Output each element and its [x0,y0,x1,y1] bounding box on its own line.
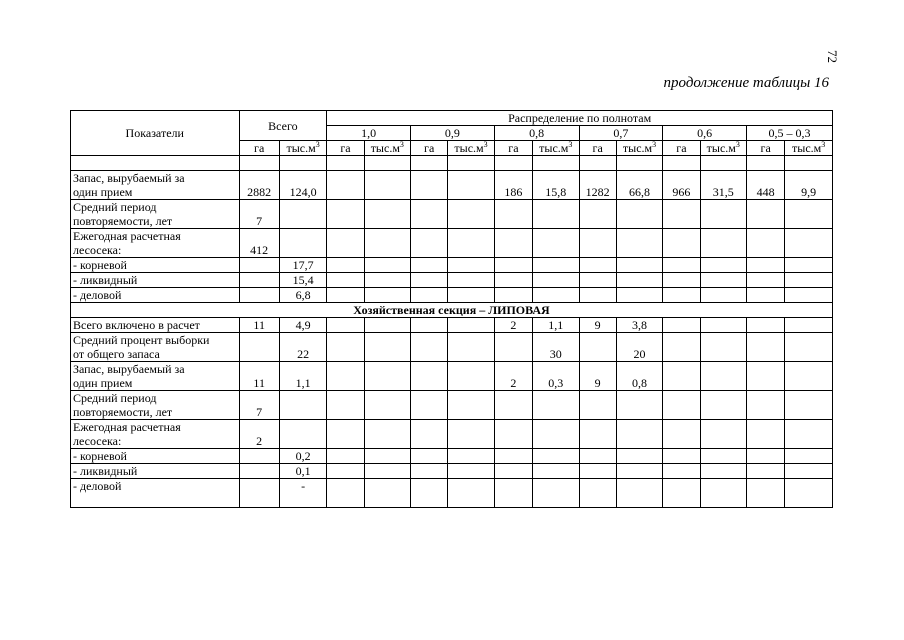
header-density: 0,8 [494,126,579,141]
table-cell [494,464,532,479]
table-cell [364,464,410,479]
table-cell [448,449,494,464]
table-cell [364,318,410,333]
table-cell [494,229,532,258]
table-cell: 1,1 [279,362,326,391]
table-cell [494,333,532,362]
table-row [71,258,833,273]
table-cell: 22 [279,333,326,362]
table-cell [494,288,532,303]
table-cell [700,464,746,479]
table-cell [746,273,784,288]
unit-ha: га [494,141,532,156]
table-cell [411,318,448,333]
row-label: Средний период повторяемости, лет [71,200,240,229]
table-cell [411,273,448,288]
table-cell [663,200,700,229]
table-cell [327,333,364,362]
table-row [71,420,833,449]
table-cell [700,273,746,288]
table-cell [239,273,279,288]
table-cell [239,449,279,464]
table-cell [411,391,448,420]
table-cell [579,391,616,420]
table-cell [239,464,279,479]
table-cell [411,171,448,200]
table-cell [494,391,532,420]
unit-ha: га [411,141,448,156]
table-row [71,479,833,508]
table-cell: 412 [239,229,279,258]
table-cell [579,288,616,303]
table-cell [494,479,532,508]
table-cell [579,258,616,273]
page-number: 72 [825,50,840,63]
section-row [71,303,833,318]
table-cell [448,464,494,479]
table-cell [239,288,279,303]
table-cell: 9 [579,318,616,333]
spacer-row [71,156,833,171]
unit-volume: $тыс.м^3$ [785,141,833,156]
table-cell: 11 [239,362,279,391]
table-cell [448,200,494,229]
table-cell: 20 [616,333,662,362]
row-label: Запас, вырубаемый за один прием [71,362,240,391]
table-cell [533,273,579,288]
table-cell [579,449,616,464]
table-cell [663,318,700,333]
table-cell [448,171,494,200]
table-cell [327,391,364,420]
table-cell: 9,9 [785,171,833,200]
table-cell [785,258,833,273]
table-cell [279,229,326,258]
table-cell [663,464,700,479]
header-total: Всего [239,111,327,141]
table-cell [494,200,532,229]
table-cell [746,318,784,333]
table-cell [533,449,579,464]
table-cell [494,420,532,449]
table-cell [533,420,579,449]
unit-volume: $тыс.м^3$ [533,141,579,156]
table-cell [411,362,448,391]
table-cell [663,479,700,508]
header-density: 0,6 [663,126,747,141]
row-label: - деловой [71,479,240,508]
table-cell: 4,9 [279,318,326,333]
header-density: 1,0 [327,126,411,141]
row-label: - ликвидный [71,273,240,288]
table-cell: 15,4 [279,273,326,288]
section-title: Хозяйственная секция – ЛИПОВАЯ [71,303,833,318]
table-row [71,171,833,200]
table-cell [785,200,833,229]
table-cell [327,171,364,200]
table-row [71,464,833,479]
row-label: Ежегодная расчетная лесосека: [71,229,240,258]
table-cell [448,479,494,508]
table-cell [616,288,662,303]
table-cell [785,464,833,479]
table-cell [746,449,784,464]
table-cell [616,449,662,464]
table-cell: 186 [494,171,532,200]
table-cell [364,273,410,288]
table-cell [448,229,494,258]
table-cell [327,479,364,508]
table-cell: 2882 [239,171,279,200]
table-cell [364,391,410,420]
table-cell: 1282 [579,171,616,200]
table-cell: 0,3 [533,362,579,391]
table-cell [700,420,746,449]
table-cell [364,171,410,200]
table-cell [411,200,448,229]
table-cell: 2 [239,420,279,449]
row-label: Запас, вырубаемый за один прием [71,171,240,200]
unit-ha: га [746,141,784,156]
table-cell [579,333,616,362]
table-cell [494,449,532,464]
table-cell [494,258,532,273]
header-distribution: Распределение по полнотам [327,111,833,126]
table-cell [448,362,494,391]
table-cell [700,258,746,273]
table-cell: 0,1 [279,464,326,479]
table-cell [533,288,579,303]
table-cell [411,288,448,303]
table-cell [616,258,662,273]
data-table [70,110,833,508]
unit-ha: га [579,141,616,156]
table-cell [448,333,494,362]
table-cell: 11 [239,318,279,333]
row-label: - корневой [71,258,240,273]
row-label: Ежегодная расчетная лесосека: [71,420,240,449]
table-cell [533,258,579,273]
table-cell [663,362,700,391]
unit-ha: га [327,141,364,156]
table-cell [327,229,364,258]
table-cell [411,258,448,273]
table-row [71,449,833,464]
table-cell [279,391,326,420]
header-density: 0,5 – 0,3 [746,126,832,141]
table-cell [364,479,410,508]
table-cell [448,288,494,303]
table-cell [327,288,364,303]
table-cell [579,229,616,258]
table-cell [579,479,616,508]
table-cell [785,420,833,449]
table-cell [663,420,700,449]
table-cell [279,420,326,449]
table-cell: 15,8 [533,171,579,200]
table-cell [700,333,746,362]
table-cell [663,391,700,420]
table-cell [579,420,616,449]
table-cell [663,273,700,288]
table-cell [533,200,579,229]
table-cell [327,318,364,333]
table-cell [785,288,833,303]
table-row [71,391,833,420]
table-cell [327,273,364,288]
table-cell [579,273,616,288]
table-cell [533,391,579,420]
table-cell: 0,8 [616,362,662,391]
table-cell [700,288,746,303]
table-row [71,362,833,391]
table-cell [785,273,833,288]
table-cell [364,258,410,273]
unit-volume: $тыс.м^3$ [616,141,662,156]
table-cell [364,362,410,391]
row-label: - корневой [71,449,240,464]
table-cell: 0,2 [279,449,326,464]
table-cell [746,420,784,449]
table-cell [411,464,448,479]
table-cell [616,464,662,479]
table-row [71,229,833,258]
table-cell [327,464,364,479]
table-cell: - [279,479,326,508]
table-cell [411,229,448,258]
table-cell [700,449,746,464]
table-cell [700,229,746,258]
table-cell [616,420,662,449]
header-density: 0,7 [579,126,663,141]
table-cell [239,333,279,362]
table-cell [448,273,494,288]
table-cell [700,200,746,229]
table-cell [533,229,579,258]
table-cell [448,318,494,333]
table-cell: 124,0 [279,171,326,200]
table-cell [746,391,784,420]
table-cell [746,258,784,273]
table-cell: 1,1 [533,318,579,333]
table-cell [411,420,448,449]
unit-volume: $тыс.м^3$ [279,141,326,156]
table-cell: 3,8 [616,318,662,333]
table-cell [364,420,410,449]
table-cell [616,479,662,508]
table-cell [616,200,662,229]
table-cell [785,479,833,508]
table-cell [663,229,700,258]
table-cell [700,391,746,420]
table-cell [533,464,579,479]
table-row [71,318,833,333]
table-cell [785,391,833,420]
table-cell [327,362,364,391]
table-cell [663,449,700,464]
table-cell: 2 [494,362,532,391]
table-cell [663,258,700,273]
table-cell: 7 [239,391,279,420]
table-cell [364,449,410,464]
table-cell: 7 [239,200,279,229]
table-cell: 966 [663,171,700,200]
table-cell [700,318,746,333]
table-cell [663,288,700,303]
row-label: Средний период повторяемости, лет [71,391,240,420]
table-cell: 9 [579,362,616,391]
table-cell [746,362,784,391]
table-cell [616,273,662,288]
table-cell [785,229,833,258]
table-cell: 31,5 [700,171,746,200]
table-cell [411,333,448,362]
table-cell [239,258,279,273]
header-density: 0,9 [411,126,495,141]
table-cell [700,479,746,508]
table-cell [411,449,448,464]
table-cell [785,449,833,464]
table-cell: 6,8 [279,288,326,303]
table-cell [364,333,410,362]
table-cell [746,229,784,258]
table-cell [785,318,833,333]
table-cell [746,333,784,362]
table-cell [448,391,494,420]
table-cell [327,200,364,229]
table-cell: 448 [746,171,784,200]
row-label: Всего включено в расчет [71,318,240,333]
table-cell [746,464,784,479]
table-cell [616,229,662,258]
table-cell [494,273,532,288]
table-cell [579,464,616,479]
table-cell [411,479,448,508]
table-cell [616,391,662,420]
table-cell [327,420,364,449]
table-row [71,288,833,303]
table-cell [448,420,494,449]
unit-volume: $тыс.м^3$ [448,141,494,156]
table-row [71,200,833,229]
table-cell [700,362,746,391]
table-cell: 30 [533,333,579,362]
table-cell [239,479,279,508]
row-label: - ликвидный [71,464,240,479]
table-cell [579,200,616,229]
table-row [71,333,833,362]
table-cell [746,479,784,508]
unit-volume: $тыс.м^3$ [700,141,746,156]
table-cell [364,200,410,229]
table-cell [746,200,784,229]
table-cell [785,333,833,362]
table-cell [364,229,410,258]
table-cell [364,288,410,303]
table-cell [746,288,784,303]
table-cell [663,333,700,362]
table-cell [327,258,364,273]
unit-ha: га [663,141,700,156]
row-label: Средний процент выборки от общего запаса [71,333,240,362]
header-row-1 [71,111,833,126]
table-cell [533,479,579,508]
table-cell [327,449,364,464]
table-caption: продолжение таблицы 16 [663,75,829,91]
table-cell [448,258,494,273]
unit-ha: га [239,141,279,156]
row-label: - деловой [71,288,240,303]
table-row [71,273,833,288]
table-cell: 66,8 [616,171,662,200]
header-indicators: Показатели [71,111,240,156]
table-cell: 17,7 [279,258,326,273]
table-cell: 2 [494,318,532,333]
table-cell [279,200,326,229]
unit-volume: $тыс.м^3$ [364,141,410,156]
table-cell [785,362,833,391]
